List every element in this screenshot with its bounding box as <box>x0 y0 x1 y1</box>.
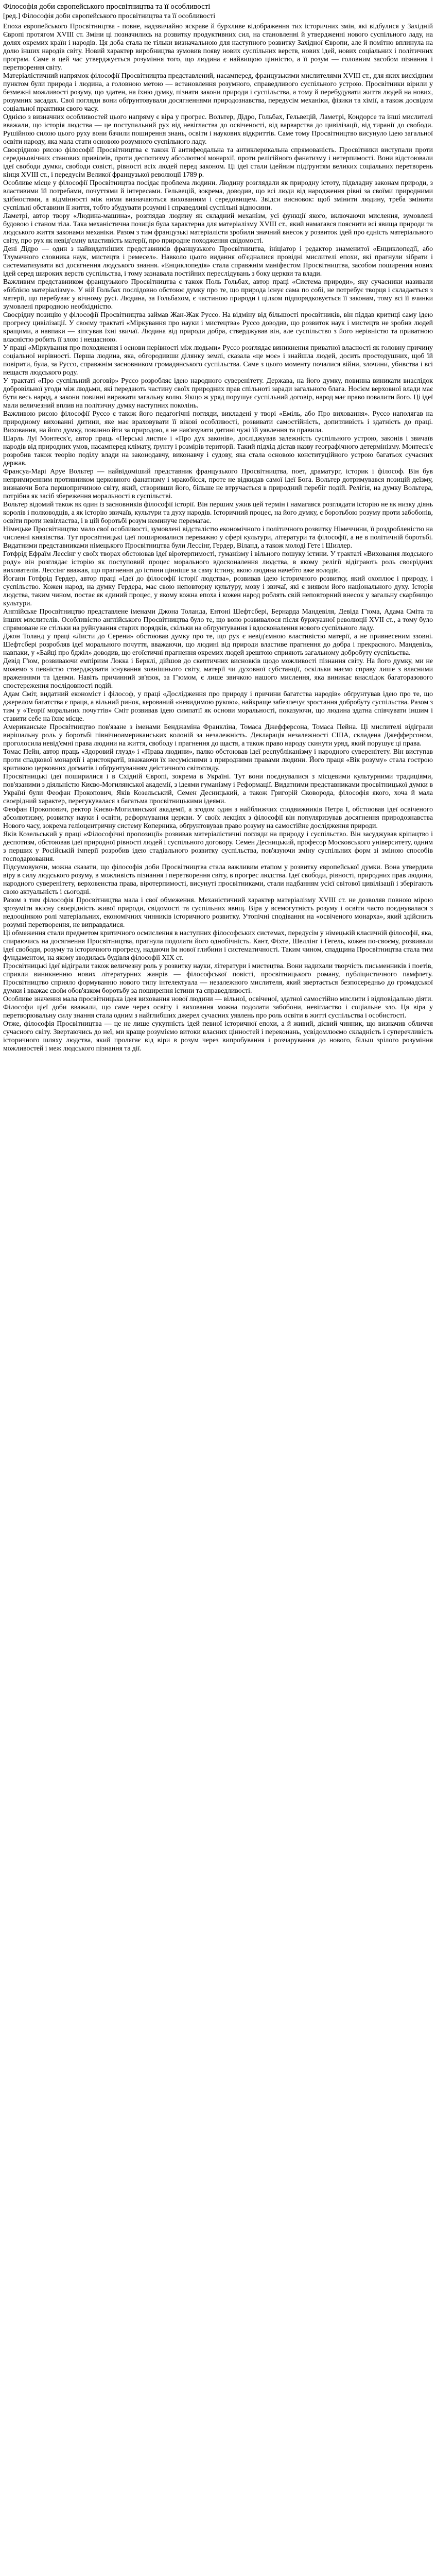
paragraph: Просвітницькі ідеї відіграли також величезну роль у розвитку науки, літератури і мистецтва. Вони надихали творчість письменників і поетів, сприяли виникненню нових літературних жанрів — філософської повісті, просвітницького роману, публіцистичного памфлету. Просвітництво сприяло формуванню нового типу інтелектуала — незалежного мислителя, який звертається безпосередньо до громадської думки і вважає своїм обов'язком боротьбу за поширення істини та справедливості. <box>3 962 433 994</box>
paragraph: У праці «Міркування про походження і основи нерівності між людьми» Руссо розглядає виникнення приватної власності як головну причину соціальної нерівності. Перша людина, яка, обгородивши ділянку землі, сказала «це моє» і знайшла людей, досить простодушних, щоб їй повірити, була, за Руссо, справжнім засновником громадянського суспільства. Саме з цього моменту почалися війни, злочини, убивства і всі нещастя людського роду. <box>3 344 433 376</box>
paragraph: Ламетрі, автор твору «Людина-машина», розглядав людину як складний механізм, усі функції якого, включаючи мислення, зумовлені будовою і станом тіла. Така механістична позиція була характерна для матеріалізму XVIII ст., який намагався пояснити всі явища природи та людського життя законами механіки. Разом з тим французькі матеріалісти зробили значний внесок у розвиток ідей про єдність матеріального світу, про рух як невід'ємну властивість матерії, про природне походження свідомості. <box>3 212 433 244</box>
paragraph: Феофан Прокопович, ректор Києво-Могилянської академії, а згодом один з найближчих сподвижників Петра І, обстоював ідеї освіченого абсолютизму, розвитку науки і освіти, реформування церкви. У своїх лекціях з філософії він популяризував досягнення природознавства Нового часу, зокрема геліоцентричну систему Коперника, обґрунтовував право розуму на самостійне дослідження природи. <box>3 805 433 829</box>
paragraph: Дені Дідро — один з найвидатніших представників французького Просвітництва, ініціатор і редактор знаменитої «Енциклопедії, або Тлумачного словника наук, мистецтв і ремесел». Навколо цього видання об'єдналися провідні мислителі епохи, які прагнули зібрати і систематизувати всі досягнення людського знання. «Енциклопедія» стала справжнім маніфестом Просвітництва, засобом поширення нових ідей серед широких верств суспільства, і тому зазнавала постійних переслідувань з боку церкви та влади. <box>3 245 433 277</box>
page-title: Філософія доби європейського просвітництва та її особливості <box>3 3 211 11</box>
paragraph: Девід Г'юм, розвиваючи емпіризм Локка і Берклі, дійшов до скептичних висновків щодо можливості пізнання світу. На його думку, ми не можемо з певністю стверджувати існування зовнішнього світу, матерії чи духовної субстанції, оскільки маємо справу лише з власними враженнями та ідеями. Навіть причинний зв'язок, за Г'юмом, є лише звичкою нашого мислення, яка виникає внаслідок багаторазового спостереження послідовності подій. <box>3 657 433 689</box>
section-subtitle: [ред.] Філософія доби європейського просвітництва та її особливості <box>3 12 216 20</box>
paragraph: Американське Просвітництво пов'язане з іменами Бенджаміна Франкліна, Томаса Джефферсона, Томаса Пейна. Ці мислителі відіграли вирішальну роль у боротьбі північноамериканських колоній за незалежність. Декларація незалежності США, складена Джефферсоном, проголосила невід'ємні права людини на життя, свободу і прагнення до щастя, а також право народу скинути уряд, який порушує ці права. <box>3 723 433 747</box>
paragraph: Епоха європейського Просвітництва - повне, надзвичайно яскраве й бурхливе відображення тих історичних змін, які відбулися у Західній Європі протягом XVIII ст. Зміни ці позначились на розвитку продуктивних сил, на становленні й утвердженні нового суспільного ладу, на долях окремих країн і народів. Ця доба стала не тільки визначальною для наступного розвитку Західної Європи, але й помітно вплинула на долю інших народів світу. Новий характер виробництва зумовив появу нових суспільних верств, нових ідей, нових соціальних і політичних програм. Саме в цей час утверджується розуміння того, що людина є найвищою цінністю, а її розум — головним засобом пізнання і перетворення світу. <box>3 22 433 71</box>
paragraph: Адам Сміт, видатний економіст і філософ, у праці «Дослідження про природу і причини багатства народів» обґрунтував ідею про те, що джерелом багатства є праця, а вільний ринок, керований «невидимою рукою», найкраще забезпечує зростання добробуту суспільства. Разом з тим у «Теорії моральних почуттів» Сміт розвивав ідею симпатії як основи моральності, показуючи, що людина здатна співчувати іншим і ставити себе на їхнє місце. <box>3 690 433 722</box>
paragraph: Важливим представником французького Просвітництва є також Поль Гольбах, автор праці «Система природи», яку сучасники називали «біблією матеріалізму». У ній Гольбах послідовно обстоює думку про те, що природа існує сама по собі, не потребує творця і складається з матерії, що перебуває у вічному русі. Людина, за Гольбахом, є частиною природи і цілком підпорядковується її законам, тому всі її вчинки зумовлені природною необхідністю. <box>3 278 433 310</box>
paragraph: Важливою рисою філософії Руссо є також його педагогічні погляди, викладені у творі «Еміль, або Про виховання». Руссо наполягав на природному вихованні дитини, яке має враховувати її вікові особливості, розвивати самостійність, допитливість і здатність до праці. Виховання, на його думку, повинно йти за природою, а не нав'язувати дитині чужі їй уявлення та правила. <box>3 410 433 434</box>
paragraph: Отже, філософія Просвітництва — це не лише сукупність ідей певної історичної епохи, а й живий, дієвий чинник, що визначив обличчя сучасного світу. Звертаючись до неї, ми краще розуміємо витоки власних цінностей і переконань, усвідомлюємо складність і суперечливість історичного шляху людства, який пролягає від віри в розум через випробування і розчарування до нового, більш зрілого розуміння можливостей і меж людського пізнання та дії. <box>3 1020 433 1052</box>
paragraph: У трактаті «Про суспільний договір» Руссо розробляє ідею народного суверенітету. Держава, на його думку, повинна виникати внаслідок добровільної угоди між людьми, які передають частину своїх природних прав спільноті заради загального блага. Носієм верховної влади має бути весь народ, а закони повинні виражати загальну волю. Якщо ж уряд порушує суспільний договір, народ має право повалити його. Ці ідеї мали величезний вплив на політичну думку наступних поколінь. <box>3 377 433 409</box>
paragraph: Підсумовуючи, можна сказати, що філософія доби Просвітництва стала важливим етапом у розвитку європейської думки. Вона утвердила віру в силу людського розуму, в можливість пізнання і перетворення світу, в прогрес людства. Ідеї свободи, рівності, природних прав людини, народного суверенітету, верховенства права, віротерпимості, висунуті просвітниками, стали надбанням усієї світової цивілізації і зберігають свою актуальність і сьогодні. <box>3 863 433 895</box>
paragraph: Особливе місце у філософії Просвітництва посідає проблема людини. Людину розглядали як природну істоту, підвладну законам природи, з властивими їй потребами, почуттями й інтересами. Гельвецій, зокрема, доводив, що всі люди від народження рівні за своїми природними здібностями, а відмінності між ними визначаються вихованням і середовищем. Звідси висновок: щоб змінити людину, треба змінити суспільні обставини її життя, тобто збудувати розумні і справедливі суспільні відносини. <box>3 179 433 211</box>
paragraph: Разом з тим філософія Просвітництва мала і свої обмеження. Механістичний характер матеріалізму XVIII ст. не дозволяв повною мірою зрозуміти якісну своєрідність живої природи, свідомості та суспільних явищ. Віра у всемогутність розуму і освіти часто поєднувалася з недооцінкою ролі матеріальних, економічних чинників історичного розвитку. Утопічні сподівання на «освіченого монарха», який здійснить розумні перетворення, не виправдалися. <box>3 896 433 928</box>
paragraph: Вольтер відомий також як один із засновників філософії історії. Він першим ужив цей термін і намагався розглядати історію не як низку діянь королів і полководців, а як історію звичаїв, культури та духу народів. Історичний процес, на його думку, є боротьбою розуму проти забобонів, освіти проти невігластва, і в цій боротьбі розум неминуче перемагає. <box>3 500 433 524</box>
paragraph: Шарль Луї Монтеск'є, автор праць «Перські листи» і «Про дух законів», досліджував залежність суспільного устрою, законів і звичаїв народів від природних умов, насамперед клімату, ґрунту і розмірів території. Такий підхід дістав назву географічного детермінізму. Монтеск'є розробив також теорію поділу влади на законодавчу, виконавчу і судову, яка стала основою конституційного устрою багатьох сучасних держав. <box>3 434 433 467</box>
paragraph: Ці обмеження стали предметом критичного осмислення в наступних філософських системах, передусім у німецькій класичній філософії, яка, спираючись на досягнення Просвітництва, прагнула подолати його однобічність. Кант, Фіхте, Шеллінг і Гегель, кожен по-своєму, розвивали ідеї свободи, розуму та історичного прогресу, надаючи їм нової глибини і систематичності. Таким чином, спадщина Просвітництва стала тим фундаментом, на якому зводилась будівля філософії XIX ст. <box>3 929 433 961</box>
paragraph: Франсуа-Марі Аруе Вольтер — найвідоміший представник французького Просвітництва, поет, драматург, історик і філософ. Він був непримиренним противником церковного фанатизму і мракобісся, проте не відкидав самої ідеї Бога. Вольтер дотримувався позицій деїзму, визнаючи Бога першопричиною світу, який, створивши його, більше не втручається в природний перебіг подій. Релігія, на думку Вольтера, потрібна як засіб збереження моральності в суспільстві. <box>3 467 433 500</box>
paragraph: Йоганн Готфрід Гердер, автор праці «Ідеї до філософії історії людства», розвивав ідею історичного розвитку, який охоплює і природу, і суспільство. Кожен народ, на думку Гердера, має свою неповторну культуру, мову і звичаї, які є виявом його національного духу. Історія людства, таким чином, постає як єдиний процес, у якому кожна епоха і кожен народ роблять свій неповторний внесок у загальну скарбницю культури. <box>3 574 433 607</box>
paragraph: Англійське Просвітництво представлене іменами Джона Толанда, Ентоні Шефтсбері, Бернарда Мандевіля, Девіда Г'юма, Адама Сміта та інших мислителів. Особливістю англійського Просвітництва було те, що воно розвивалося після буржуазної революції XVII ст., а тому було спрямоване не стільки на руйнування старих порядків, скільки на обґрунтування і вдосконалення нового суспільного ладу. <box>3 607 433 632</box>
article-body <box>3 22 433 1053</box>
paragraph: Матеріалістичний напрямок філософії Просвітництва представлений, насамперед, французькими мислителями XVIII ст., для яких висхідним пунктом були природа і людина, а головною метою — встановлення розумного, справедливого суспільного устрою. Просвітники вірили у безмежні можливості розуму, що здатен, на їхню думку, пізнати закони природи і суспільства, а тому й перебудувати життя людей на нових, розумних засадах. Свої погляди вони обґрунтовували досягненнями природознавства, передусім механіки, фізики та хімії, а також досвідом соціальної практики свого часу. <box>3 72 433 112</box>
paragraph: Особливе значення мала просвітницька ідея виховання нової людини — вільної, освіченої, здатної самостійно мислити і відповідально діяти. Філософи цієї доби вважали, що саме через освіту і виховання можна подолати забобони, невігластво і соціальне зло. Ця віра у перетворювальну силу знання стала одним з найглибших джерел сучасних уявлень про роль освіти в житті суспільства і особистості. <box>3 995 433 1019</box>
paragraph: Просвітницькі ідеї поширилися і в Східній Європі, зокрема в Україні. Тут вони поєднувалися з місцевими культурними традиціями, пов'язаними з діяльністю Києво-Могилянської академії, з ідеями гуманізму і Реформації. Видатними представниками просвітницької думки в Україні були Феофан Прокопович, Яків Козельський, Семен Десницький, а також Григорій Сковорода, філософія якого, хоча й мала своєрідний характер, перегукувалася з багатьма просвітницькими ідеями. <box>3 772 433 805</box>
paragraph: Своєрідну позицію у філософії Просвітництва займав Жан-Жак Руссо. На відміну від більшості просвітників, він піддав критиці саму ідею прогресу цивілізації. У своєму трактаті «Міркування про науки і мистецтва» Руссо доводив, що розвиток наук і мистецтв не зробив людей кращими, а навпаки — зіпсував їхні звичаї. Людина від природи добра, стверджував він, але суспільство з його нерівністю та приватною власністю робить її злою і нещасною. <box>3 311 433 343</box>
paragraph: Своєрідною рисою філософії Просвітництва є також її антифеодальна та антиклерикальна спрямованість. Просвітники виступали проти середньовічних станових привілеїв, проти деспотизму абсолютної монархії, проти релігійного фанатизму і нетерпимості. Вони відстоювали ідеї свободи думки, свободи совісті, рівності всіх людей перед законом. Ці ідеї стали ідейним підґрунтям великих соціальних перетворень кінця XVIII ст., і передусім Великої французької революції 1789 р. <box>3 146 433 178</box>
paragraph: Джон Толанд у праці «Листи до Серени» обстоював думку про те, що рух є невід'ємною властивістю матерії, а не привнесеним ззовні. Шефтсбері розробляв ідеї морального почуття, вважаючи, що людині від природи властиве прагнення до добра і прекрасного. Мандевіль, навпаки, у «Байці про бджіл» доводив, що егоїстичні прагнення окремих людей зрештою сприяють загальному добробуту суспільства. <box>3 632 433 656</box>
paragraph: Томас Пейн, автор праць «Здоровий глузд» і «Права людини», палко обстоював ідеї республіканізму і народного суверенітету. Він виступав проти спадкової монархії і аристократії, вважаючи їх несумісними з природними правами людини. Його праця «Вік розуму» стала гострою критикою церковних догматів і обґрунтуванням деїстичного світогляду. <box>3 748 433 772</box>
paragraph: Яків Козельський у праці «Філософічні пропозиції» розвивав матеріалістичні погляди на природу і суспільство. Він засуджував кріпацтво і деспотизм, обстоював ідеї природної рівності людей і суспільного договору. Семен Десницький, професор Московського університету, одним з перших у Російській імперії розробив ідею стадіального розвитку суспільства, пов'язуючи зміну суспільних форм зі зміною способів господарювання. <box>3 830 433 862</box>
paragraph: Готфрід Ефраїм Лессінг у своїх творах обстоював ідеї віротерпимості, гуманізму і вільного пошуку істини. У трактаті «Виховання людського роду» він розглядає історію як поступовий процес морального вдосконалення людства, в якому релігії відіграють роль своєрідних вихователів. Лессінг вважав, що прагнення до істини цінніше за саму істину, якою людина начебто вже володіє. <box>3 550 433 574</box>
paragraph: Однією з визначних особливостей цього напряму є віра у прогрес. Вольтер, Дідро, Гольбах, Гельвецій, Ламетрі, Кондорсе та інші мислителі вважали, що історія людства — це поступальний рух від невігластва до освіченості, від варварства до цивілізації, від тиранії до свободи. Рушійною силою цього руху вони бачили поширення знань, освіти і наукових відкриттів. Саме тому Просвітництво висунуло ідею загальної освіти народу, яка мала стати основою розумного суспільного ладу. <box>3 113 433 145</box>
paragraph: Німецьке Просвітництво мало свої особливості, зумовлені відсталістю економічного і політичного розвитку Німеччини, її роздробленістю на численні князівства. Тут просвітницькі ідеї поширювалися переважно у сфері культури, літератури та філософії, а не в політичній боротьбі. Видатними представниками німецького Просвітництва були Лессінг, Гердер, Віланд, а також молоді Гете і Шиллер. <box>3 525 433 549</box>
